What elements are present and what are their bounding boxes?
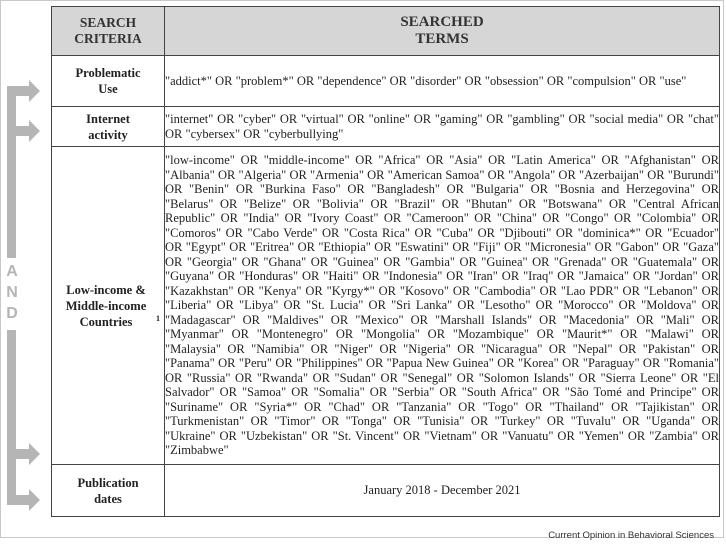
and-connector-bar-bottom	[7, 330, 16, 500]
row-label-problematic-use-text: Problematic Use	[75, 66, 141, 96]
table-row-internet-activity	[52, 107, 720, 147]
table-row-publication-dates	[52, 465, 720, 517]
row-label-problematic-use	[52, 56, 165, 107]
header-searched-terms-text: SEARCHED TERMS	[400, 14, 484, 47]
arrow-head-countries	[29, 443, 40, 465]
and-letter-n: N	[6, 284, 18, 301]
arrow-head-dates	[29, 489, 40, 511]
table-header-row	[52, 7, 720, 56]
and-letter-a: A	[6, 263, 18, 280]
row-label-internet-activity	[52, 107, 165, 147]
header-search-criteria	[52, 7, 165, 56]
arrow-head-problematic	[29, 80, 40, 102]
row-label-countries-footnote: 1	[156, 313, 160, 323]
table-row-problematic-use	[52, 56, 720, 107]
arrow-stem-dates	[7, 495, 30, 505]
row-terms-internet-activity: "internet" OR "cyber" OR "virtual" OR "online" OR "gaming" OR "gambling" OR "social media" OR "chat" OR "cybersex" OR "cyberbullying"	[165, 107, 720, 147]
arrow-stem-internet	[16, 126, 30, 136]
journal-credit: Current Opinion in Behavioral Sciences	[548, 530, 714, 541]
arrow-head-internet	[29, 120, 40, 142]
row-label-publication-dates	[52, 465, 165, 517]
row-label-internet-activity-text: Internet activity	[86, 111, 130, 142]
and-connector-bar-top	[7, 91, 16, 258]
table-row-countries	[52, 147, 720, 465]
header-search-criteria-text: SEARCH CRITERIA	[74, 15, 142, 46]
arrow-stem-problematic	[7, 86, 30, 96]
search-strategy-table	[51, 6, 720, 517]
row-terms-countries: "low-income" OR "middle-income" OR "Africa" OR "Asia" OR "Latin America" OR "Afghanistan" OR "Albania" OR "Algeria" OR "Armenia" OR "American Samoa" OR "Angola" OR "Azerbaijan" OR "Burundi" OR "Benin" OR "Burkina Faso" OR "Bangladesh" OR "Bulgaria" OR "Bosnia and Herzegovina" OR "Belarus" OR "Belize" OR "Bolivia" OR "Brazil" OR "Bhutan" OR "Botswana" OR "Central African Republic" OR "India" OR "Ivory Coast" OR "Cameroon" OR "China" OR "Congo" OR "Colombia" OR "Comoros" OR "Cabo Verde" OR "Costa Rica" OR "Cuba" OR "Djibouti" OR "dominica*" OR "Ecuador" OR "Egypt" OR "Eritrea" OR "Ethiopia" OR "Eswatini" OR "Fiji" OR "Micronesia" OR "Gabon" OR "Gaza" OR "Georgia" OR "Ghana" OR "Guinea" OR "Gambia" OR "Guinea" OR "Grenada" OR "Guatemala" OR "Guyana" OR "Honduras" OR "Haiti" OR "Indonesia" OR "Iran" OR "Iraq" OR "Jamaica" OR "Jordan" OR "Kazakhstan" OR "Kenya" OR "Kyrgy*" OR "Kosovo" OR "Cambodia" OR "Lao PDR" OR "Lebanon" OR "Liberia" OR "Libya" OR "St. Lucia" OR "Sri Lanka" OR "Lesotho" OR "Morocco" OR "Moldova" OR "Madagascar" OR "Maldives" OR "Mexico" OR "Marshall Islands" OR "Macedonia" OR "Mali" OR "Myanmar" OR "Montenegro" OR "Mongolia" OR "Mozambique" OR "Maurit*" OR "Malawi" OR "Malaysia" OR "Namibia" OR "Niger" OR "Nigeria" OR "Nicaragua" OR "Nepal" OR "Pakistan" OR "Panama" OR "Peru" OR "Philippines" OR "Papua New Guinea" OR "Korea" OR "Paraguay" OR "Romania" OR "Russia" OR "Rwanda" OR "Sudan" OR "Senegal" OR "Solomon Islands" OR "Sierra Leone" OR "El Salvador" OR "Samoa" OR "Somalia" OR "Serbia" OR "South Africa" OR "São Tomé and Principe" OR "Suriname" OR "Syria*" OR "Chad" OR "Tanzania" OR "Togo" OR "Thailand" OR "Tajikistan" OR "Turkmenistan" OR "Timor" OR "Tonga" OR "Tunisia" OR "Turkey" OR "Tuvalu" OR "Uganda" OR "Ukraine" OR "Uzbekistan" OR "St. Vincent" OR "Vietnam" OR "Vanuatu" OR "Yemen" OR "Zambia" OR "Zimbabwe"	[165, 147, 720, 465]
row-terms-problematic-use: "addict*" OR "problem*" OR "dependence" OR "disorder" OR "obsession" OR "compulsion" OR "use"	[165, 56, 720, 107]
row-label-countries	[52, 147, 165, 465]
row-label-countries-text: Low-income & Middle-income Countries	[65, 282, 147, 329]
and-letter-d: D	[6, 305, 18, 322]
arrow-stem-countries	[16, 449, 30, 459]
row-terms-publication-dates: January 2018 - December 2021	[165, 465, 720, 517]
row-label-publication-dates-text: Publication dates	[77, 475, 139, 506]
header-searched-terms	[165, 7, 720, 56]
